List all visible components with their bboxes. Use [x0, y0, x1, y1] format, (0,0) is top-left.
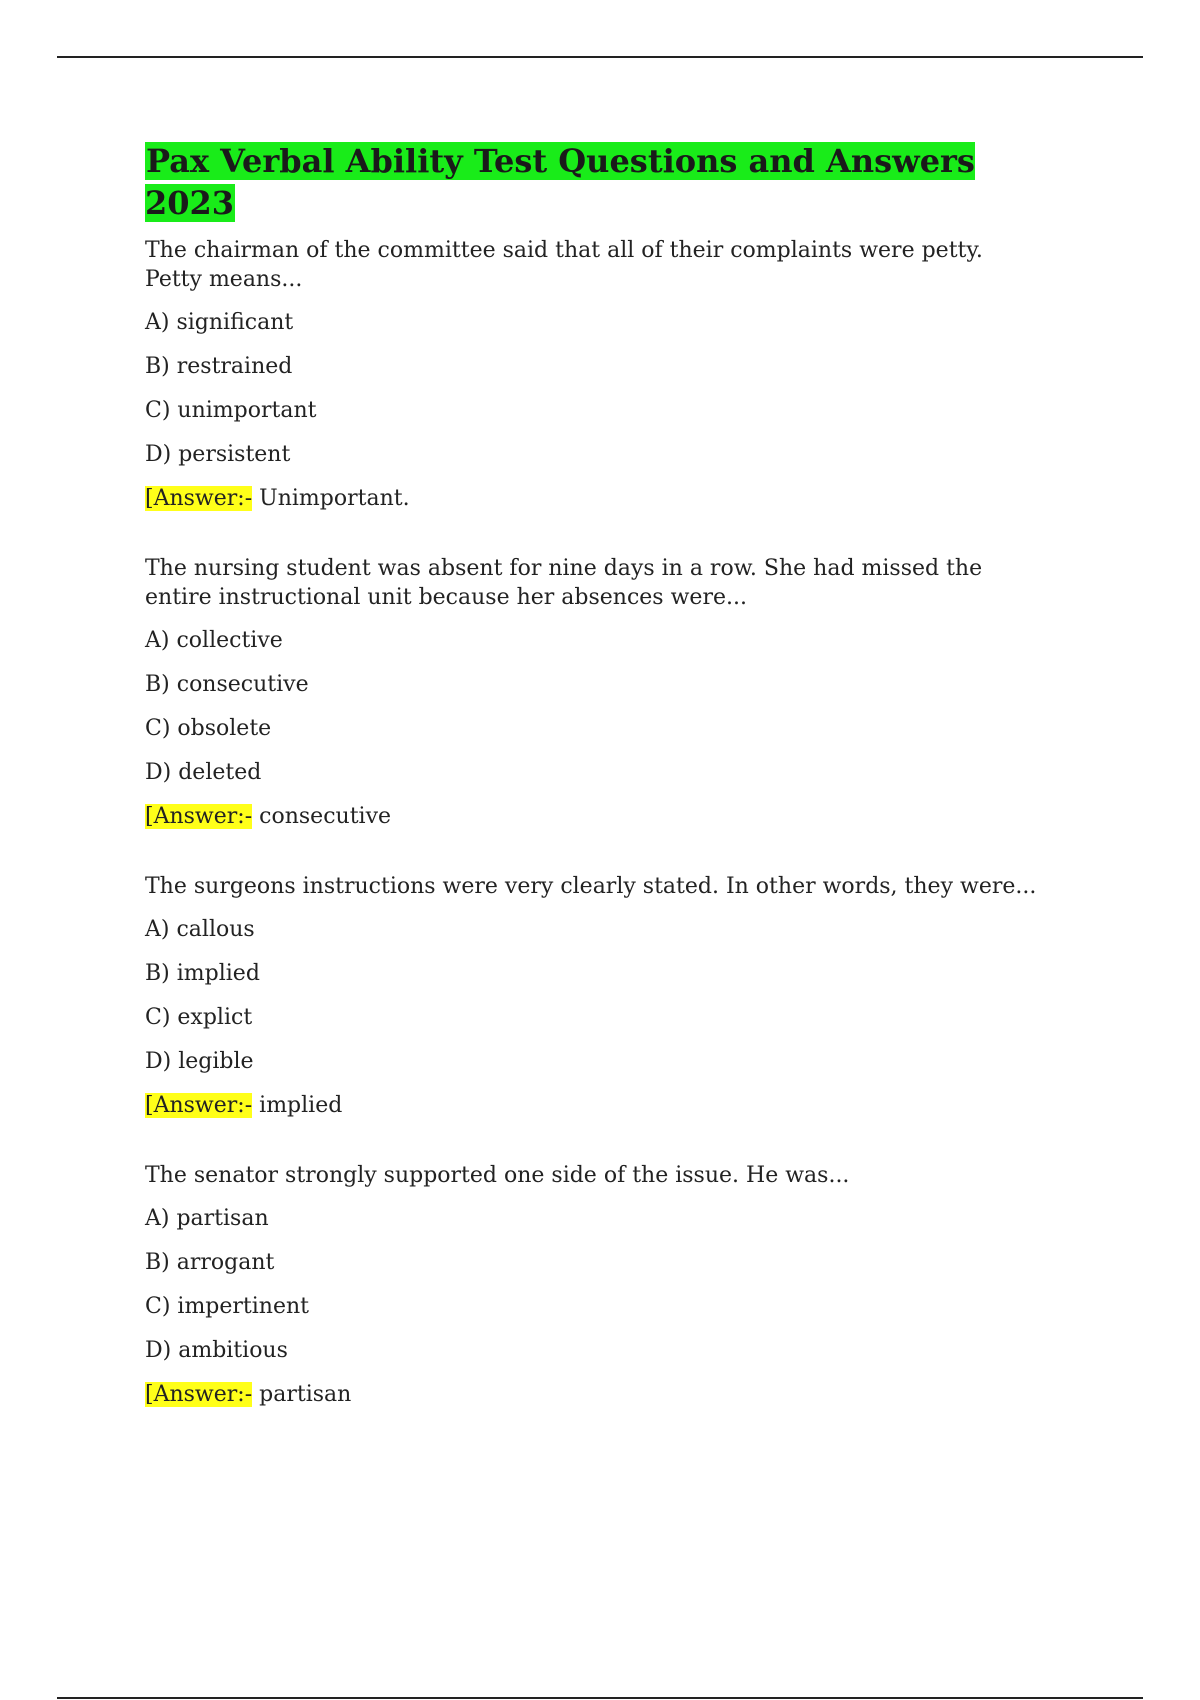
bottom-rule	[57, 1697, 1143, 1699]
answer-line	[145, 484, 1045, 514]
option-b: B) consecutive	[145, 672, 309, 697]
option-c: C) unimportant	[145, 398, 317, 423]
option-d: D) ambitious	[145, 1338, 288, 1363]
option-b: B) restrained	[145, 354, 293, 379]
question-4	[145, 1161, 1045, 1410]
question-1	[145, 236, 1045, 514]
answer-label: [Answer:-	[145, 1093, 253, 1118]
question-2	[145, 554, 1045, 832]
question-text: The chairman of the committee said that all of their complaints were petty. Petty means...	[145, 238, 983, 292]
document-title	[145, 140, 1045, 224]
title-highlight: Pax Verbal Ability Test Questions and Answers 2023	[145, 142, 975, 222]
option-a: A) callous	[145, 917, 255, 942]
option-c: C) obsolete	[145, 716, 272, 741]
question-text: The surgeons instructions were very clearly stated. In other words, they were...	[145, 874, 1037, 899]
document-body	[145, 140, 1045, 1450]
option-d: D) legible	[145, 1049, 254, 1074]
answer-line	[145, 802, 1045, 832]
answer-line	[145, 1380, 1045, 1410]
answer-value: partisan	[259, 1382, 352, 1407]
option-d: D) persistent	[145, 442, 291, 467]
option-c: C) explict	[145, 1005, 253, 1030]
answer-label: [Answer:-	[145, 804, 253, 829]
answer-label: [Answer:-	[145, 486, 253, 511]
option-b: B) arrogant	[145, 1250, 275, 1275]
option-b: B) implied	[145, 961, 260, 986]
question-text: The nursing student was absent for nine days in a row. She had missed the entire instructional unit because her absences were...	[145, 556, 983, 610]
answer-label: [Answer:-	[145, 1382, 253, 1407]
option-a: A) collective	[145, 628, 283, 653]
option-a: A) significant	[145, 310, 294, 335]
option-c: C) impertinent	[145, 1294, 310, 1319]
top-rule	[57, 56, 1143, 58]
answer-value: Unimportant.	[259, 486, 410, 511]
answer-value: implied	[259, 1093, 343, 1118]
answer-value: consecutive	[259, 804, 392, 829]
question-3	[145, 872, 1045, 1121]
option-a: A) partisan	[145, 1206, 269, 1231]
option-d: D) deleted	[145, 760, 262, 785]
question-text: The senator strongly supported one side of the issue. He was...	[145, 1163, 850, 1188]
answer-line	[145, 1091, 1045, 1121]
